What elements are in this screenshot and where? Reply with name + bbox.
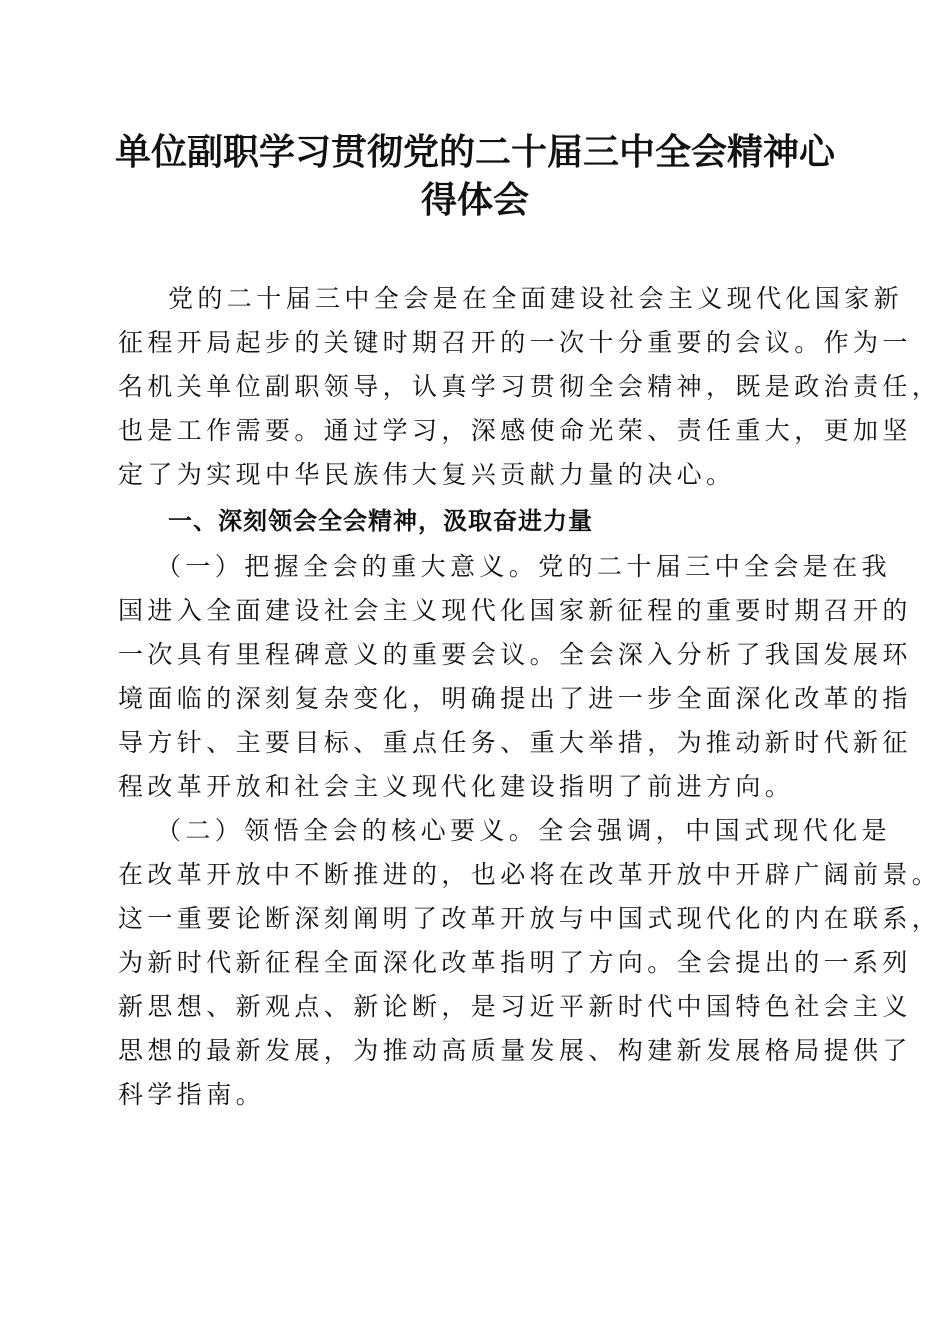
intro-line: 党的二十届三中全会是在全面建设社会主义现代化国家新 <box>168 284 904 313</box>
subsection-1-line: 程改革开放和社会主义现代化建设指明了前进方向。 <box>118 772 795 801</box>
intro-line: 定了为实现中华民族伟大复兴贡献力量的决心。 <box>118 460 736 489</box>
subsection-2-line: 这一重要论断深刻阐明了改革开放与中国式现代化的内在联系， <box>118 904 942 933</box>
subsection-1-line: 导方针、主要目标、重点任务、重大举措，为推动新时代新征 <box>118 728 912 757</box>
subsection-2-line: （二）领悟全会的核心要义。全会强调，中国式现代化是 <box>156 816 892 845</box>
subsection-1-line: 境面临的深刻复杂变化，明确提出了进一步全面深化改革的指 <box>118 684 912 713</box>
subsection-1-line: （一）把握全会的重大意义。党的二十届三中全会是在我 <box>156 552 892 581</box>
subsection-1-paragraph <box>118 545 912 809</box>
subsection-1-line: 一次具有里程碑意义的重要会议。全会深入分析了我国发展环 <box>118 640 912 669</box>
subsection-2-line: 在改革开放中不断推进的，也必将在改革开放中开辟广阔前景。 <box>118 860 942 889</box>
intro-line: 征程开局起步的关键时期召开的一次十分重要的会议。作为一 <box>118 328 912 357</box>
document-title <box>100 128 850 224</box>
subsection-2-line: 思想的最新发展，为推动高质量发展、构建新发展格局提供了 <box>118 1036 912 1065</box>
subsection-2-line: 科学指南。 <box>118 1080 266 1109</box>
intro-line: 名机关单位副职领导，认真学习贯彻全会精神，既是政治责任， <box>118 372 942 401</box>
section-heading: 一、深刻领会全会精神，汲取奋进力量 <box>168 507 593 535</box>
intro-paragraph <box>118 277 942 497</box>
title-line-1: 单位副职学习贯彻党的二十届三中全会精神心 <box>114 131 835 173</box>
intro-line: 也是工作需要。通过学习，深感使命光荣、责任重大，更加坚 <box>118 416 912 445</box>
subsection-1-line: 国进入全面建设社会主义现代化国家新征程的重要时期召开的 <box>118 596 912 625</box>
title-line-2: 得体会 <box>420 179 529 221</box>
subsection-2-line: 新思想、新观点、新论断，是习近平新时代中国特色社会主义 <box>118 992 912 1021</box>
subsection-2-line: 为新时代新征程全面深化改革指明了方向。全会提出的一系列 <box>118 948 912 977</box>
document-body <box>118 277 942 1117</box>
subsection-2-paragraph <box>118 809 942 1117</box>
